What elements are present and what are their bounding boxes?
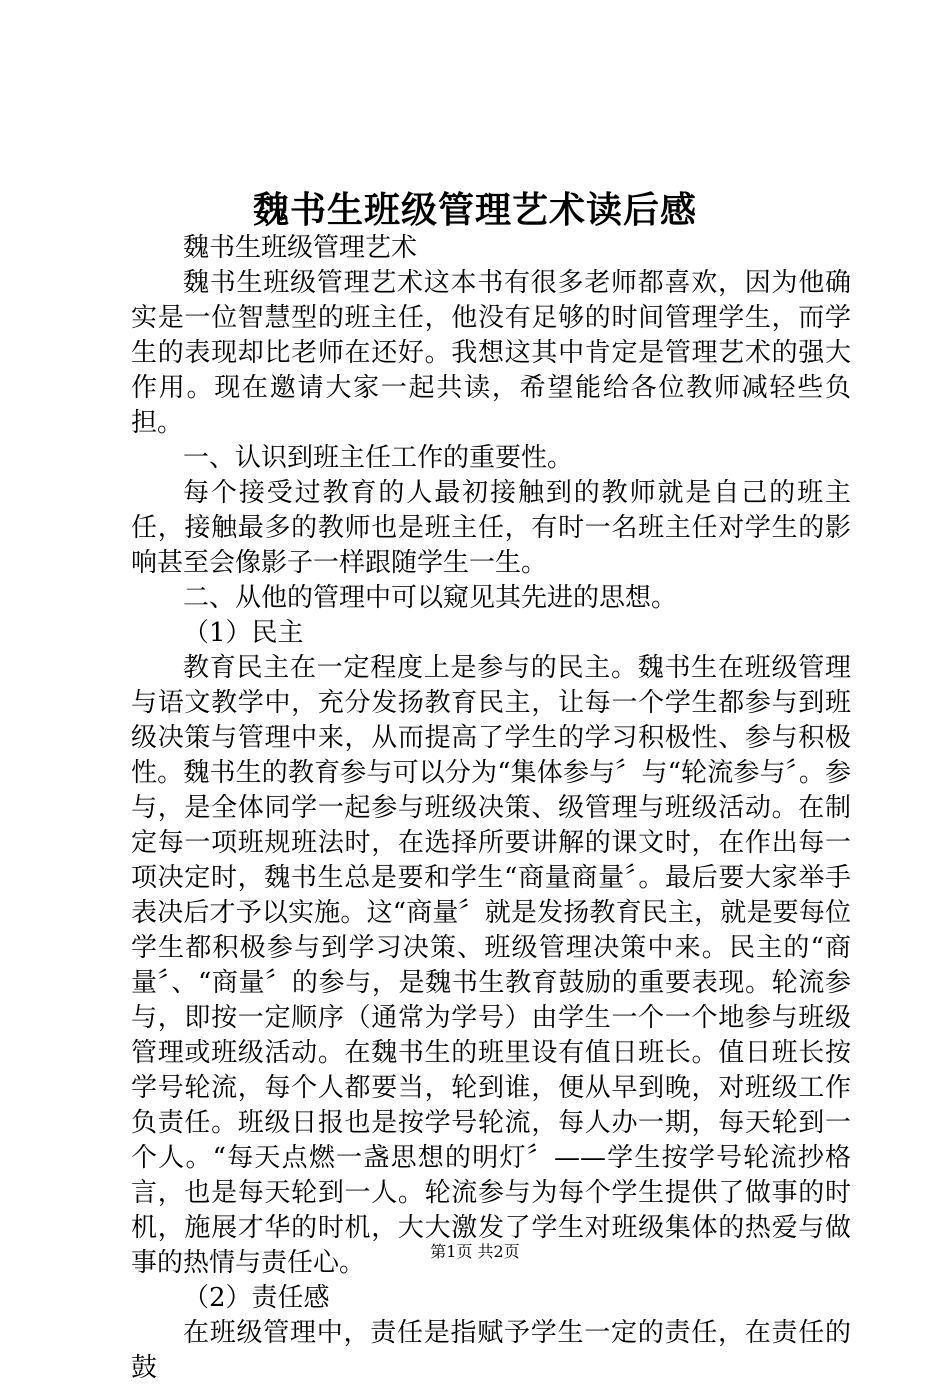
paragraph-section-1: 每个接受过教育的人最初接触到的教师就是自己的班主任，接触最多的教师也是班主任，有时一名班主任对学生的影响甚至会像影子一样跟随学生一生。 xyxy=(131,478,851,578)
paragraph-intro: 魏书生班级管理艺术这本书有很多老师都喜欢，因为他确实是一位智慧型的班主任，他没有足够的时间管理学生，而学生的表现却比老师在还好。我想这其中肯定是管理艺术的强大作用。现在邀请大家一起共读，希望能给各位教师减轻些负担。 xyxy=(131,268,851,438)
paragraph-responsibility: 在班级管理中，责任是指赋予学生一定的责任，在责任的鼓 xyxy=(131,1318,851,1383)
section-heading-2: 二、从他的管理中可以窥见其先进的思想。 xyxy=(183,583,678,613)
document-title: 魏书生班级管理艺术读后感 xyxy=(252,189,697,231)
section-heading-1: 一、认识到班主任工作的重要性。 xyxy=(183,443,574,473)
subheading-responsibility: （2）责任感 xyxy=(183,1283,330,1313)
subheading-democracy: （1）民主 xyxy=(183,618,304,648)
paragraph-subtitle: 魏书生班级管理艺术 xyxy=(183,233,418,263)
paragraph-democracy: 教育民主在一定程度上是参与的民主。魏书生在班级管理与语文教学中，充分发扬教育民主，让每一个学生都参与到班级决策与管理中来，从而提高了学生的学习积极性、参与积极性。魏书生的教育参与可以分为“集体参与〞与“轮流参与〞。参与，是全体同学一起参与班级决策、级管理与班级活动。在制定每一项班规班法时，在选择所要讲解的课文时，在作出每一项决定时，魏书生总是要和学生“商量商量〞。最后要大家举手表决后才予以实施。这“商量〞就是发扬教育民主，就是要每位学生都积极参与到学习决策、班级管理决策中来。民主的“商量〞、“商量〞的参与，是魏书生教育鼓励的重要表现。轮流参与，即按一定顺序（通常为学号）由学生一个一个地参与班级管理或班级活动。在魏书生的班里设有值日班长。值日班长按学号轮流，每个人都要当，轮到谁，便从早到晚，对班级工作负责任。班级日报也是按学号轮流，每人办一期，每天轮到一个人。“每天点燃一盏思想的明灯〞——学生按学号轮流抄格言，也是每天轮到一人。轮流参与为每个学生提供了做事的时机，施展才华的时机，大大激发了学生对班级集体的热爱与做事的热情与责任心。 xyxy=(131,653,851,1278)
document-body xyxy=(131,231,851,1386)
page-footer: 第1页 共2页 xyxy=(430,1242,520,1261)
